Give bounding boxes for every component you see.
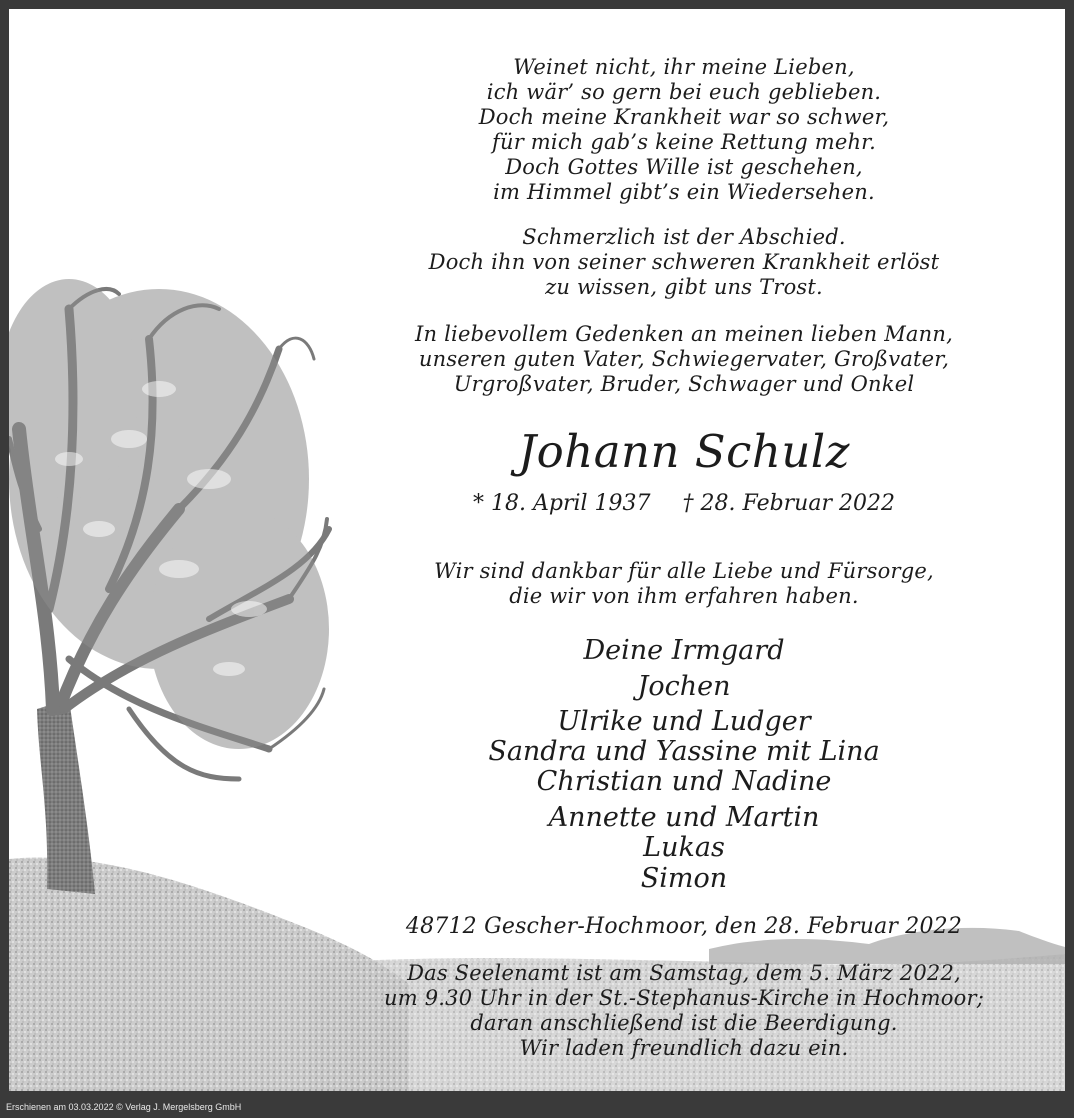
publication-footer: Erschienen am 03.03.2022 © Verlag J. Mergelsberg GmbH	[6, 1102, 242, 1112]
family-member: Sandra und Yassine mit Lina	[488, 736, 880, 767]
poem-line: im Himmel gibt’s ein Wiedersehen.	[493, 180, 875, 204]
family-member: Ulrike und Ludger	[557, 706, 811, 737]
dedication-line: Urgroßvater, Bruder, Schwager und Onkel	[453, 372, 915, 396]
death-date: † 28. Februar 2022	[682, 491, 895, 516]
deceased-name: Johann Schulz	[518, 425, 850, 478]
service-line: Wir laden freundlich dazu ein.	[519, 1036, 849, 1060]
place-date: 48712 Gescher-Hochmoor, den 28. Februar 2022	[405, 914, 963, 939]
service-line: Das Seelenamt ist am Samstag, dem 5. März 2022,	[407, 961, 961, 985]
poem-line: Weinet nicht, ihr meine Lieben,	[513, 55, 855, 79]
poem-line: für mich gab’s keine Rettung mehr.	[492, 130, 876, 154]
family-member: Annette und Martin	[548, 802, 820, 833]
farewell-line: zu wissen, gibt uns Trost.	[545, 275, 823, 299]
poem-line: Doch meine Krankheit war so schwer,	[478, 105, 890, 129]
farewell-line: Doch ihn von seiner schweren Krankheit erlöst	[428, 250, 940, 274]
farewell-line: Schmerzlich ist der Abschied.	[522, 225, 846, 249]
poem-line: Doch Gottes Wille ist geschehen,	[505, 155, 863, 179]
gratitude-line: die wir von ihm erfahren haben.	[509, 584, 859, 608]
service-line: um 9.30 Uhr in der St.-Stephanus-Kirche in Hochmoor;	[384, 986, 984, 1010]
dedication-line: In liebevollem Gedenken an meinen lieben Mann,	[415, 322, 953, 346]
life-dates	[339, 491, 1029, 516]
family-member: Simon	[640, 863, 728, 894]
dedication-line: unseren guten Vater, Schwiegervater, Großvater,	[418, 347, 950, 371]
poem-line: ich wär’ so gern bei euch geblieben.	[486, 80, 882, 104]
family-member: Jochen	[637, 671, 731, 702]
service-line: daran anschließend ist die Beerdigung.	[470, 1011, 898, 1035]
family-member: Deine Irmgard	[583, 635, 785, 666]
obituary-card	[9, 9, 1065, 1091]
gratitude-line: Wir sind dankbar für alle Liebe und Fürsorge,	[434, 559, 934, 583]
family-member: Lukas	[643, 832, 725, 863]
family-member: Christian und Nadine	[536, 766, 832, 797]
birth-date: * 18. April 1937	[473, 491, 651, 516]
